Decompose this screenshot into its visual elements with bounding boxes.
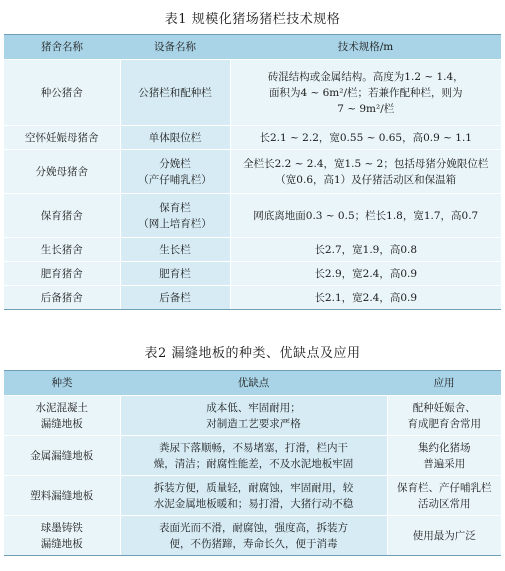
equipment-cell-line: （网上培育栏） — [138, 217, 212, 230]
barn-name-cell: 种公猪舍 — [4, 60, 120, 126]
table-row — [4, 396, 501, 436]
application-cell-line: 使用最为广泛 — [412, 529, 476, 542]
pros-cons-cell — [120, 476, 387, 516]
floor-kind-cell-line: 水泥混凝土 — [35, 401, 88, 414]
pros-cons-cell-line: 粪尿下落顺畅，不易堵塞，打滑，栏内干 — [159, 441, 348, 454]
header-kind: 种类 — [4, 371, 120, 396]
pros-cons-cell-line: 拆装方便，质量轻，耐腐蚀，牢固耐用，较 — [153, 481, 354, 494]
table2-caption: 表2 漏缝地板的种类、优缺点及应用 — [144, 346, 361, 361]
application-cell — [387, 476, 501, 516]
application-cell — [387, 396, 501, 436]
barn-name-cell: 空怀妊娠母猪舍 — [4, 126, 120, 150]
barn-name-cell: 生长猪舍 — [4, 238, 120, 262]
floor-kind-cell — [4, 436, 120, 476]
application-cell-line: 普遍采用 — [423, 457, 466, 470]
equipment-cell-line: （产仔哺乳栏） — [138, 173, 212, 186]
spec-cell-line: 长2.1，宽2.4，高0.9 — [314, 291, 418, 304]
equipment-cell-line: 后备栏 — [159, 291, 191, 304]
spec-cell — [230, 238, 501, 262]
table-row — [4, 150, 501, 194]
spec-cell-line: 长2.9，宽2.4，高0.9 — [314, 267, 418, 280]
header-application: 应用 — [387, 371, 501, 396]
header-equipment-name: 设备名称 — [120, 35, 230, 60]
pros-cons-cell-line: 表面光而不滑，耐腐蚀，强度高，拆装方 — [159, 521, 348, 534]
spec-cell — [230, 60, 501, 126]
application-cell-line: 配种妊娠舍、 — [412, 401, 476, 414]
pros-cons-cell-line: 燥，清洁；耐腐性能差，不及水泥地板牢固 — [153, 457, 354, 470]
pros-cons-cell — [120, 396, 387, 436]
floor-kind-cell-line: 漏缝地板 — [40, 537, 83, 550]
equipment-cell-line: 保育栏 — [159, 201, 191, 214]
equipment-cell — [120, 150, 230, 194]
application-cell — [387, 516, 501, 556]
floor-kind-cell-line: 球墨铸铁 — [40, 521, 83, 534]
pros-cons-cell-line: 成本低、牢固耐用； — [206, 401, 301, 414]
spec-cell-line: 面积为4 ~ 6m²/栏；若兼作配种栏，则为 — [268, 86, 463, 99]
equipment-cell — [120, 126, 230, 150]
pros-cons-cell-line: 便，不伤猪蹄，寿命长久，便于消毒 — [169, 537, 338, 550]
spec-cell — [230, 194, 501, 238]
equipment-cell-line: 单体限位栏 — [148, 131, 202, 144]
spec-cell — [230, 286, 501, 310]
floor-kind-cell-line: 塑料漏缝地板 — [30, 489, 94, 502]
barn-name-cell: 保育猪舍 — [4, 194, 120, 238]
table-row — [4, 476, 501, 516]
header-barn-name: 猪舍名称 — [4, 35, 120, 60]
header-pros-cons: 优缺点 — [120, 371, 387, 396]
spec-cell-line: 网底离地面0.3 ~ 0.5；栏长1.8，宽1.7，高0.7 — [253, 209, 479, 222]
spec-cell-line: 长2.1 ~ 2.2，宽0.55 ~ 0.65，高0.9 ~ 1.1 — [259, 131, 472, 144]
table-row — [4, 262, 501, 286]
equipment-cell — [120, 238, 230, 262]
application-cell-line: 集约化猪场 — [418, 441, 471, 454]
spec-cell-line: （宽0.6，高1）及仔猪活动区和保温箱 — [275, 173, 457, 186]
equipment-cell — [120, 286, 230, 310]
application-cell-line: 保育栏、产仔哺乳栏 — [397, 481, 492, 494]
table-row — [4, 286, 501, 310]
application-cell-line: 育成肥育舍常用 — [407, 417, 481, 430]
application-cell-line: 活动区常用 — [418, 497, 471, 510]
equipment-cell — [120, 60, 230, 126]
spec-cell-line: 7 ~ 9m²/栏 — [337, 102, 395, 115]
barn-name-cell: 后备猪舍 — [4, 286, 120, 310]
spec-cell-line: 砖混结构或金属结构。高度为1.2 ~ 1.4， — [267, 70, 464, 83]
barn-name-cell: 分娩母猪舍 — [4, 150, 120, 194]
floor-kind-cell-line: 金属漏缝地板 — [30, 449, 94, 462]
table1-caption: 表1 规模化猪场猪栏技术规格 — [164, 12, 341, 27]
barn-name-cell: 肥育猪舍 — [4, 262, 120, 286]
table-row — [4, 126, 501, 150]
spec-cell-line: 全栏长2.2 ~ 2.4，宽1.5 ~ 2；包括母猪分娩限位栏 — [243, 157, 489, 170]
floor-kind-cell-line: 漏缝地板 — [40, 417, 83, 430]
pros-cons-cell-line: 水泥金属地板暖和；易打滑，大猪行动不稳 — [153, 497, 354, 510]
equipment-cell-line: 分娩栏 — [159, 157, 191, 170]
pros-cons-cell-line: 对制造工艺要求严格 — [206, 417, 301, 430]
header-spec: 技术规格/m — [230, 35, 501, 60]
equipment-cell-line: 肥育栏 — [159, 267, 191, 280]
pros-cons-cell — [120, 436, 387, 476]
spec-cell — [230, 262, 501, 286]
floor-kind-cell — [4, 516, 120, 556]
pros-cons-cell — [120, 516, 387, 556]
equipment-cell — [120, 262, 230, 286]
spec-cell — [230, 150, 501, 194]
table-row — [4, 238, 501, 262]
floor-kind-cell — [4, 396, 120, 436]
pen-spec-table — [4, 34, 501, 310]
table-row — [4, 60, 501, 126]
application-cell — [387, 436, 501, 476]
equipment-cell — [120, 194, 230, 238]
slatted-floor-table — [4, 370, 501, 556]
equipment-cell-line: 生长栏 — [159, 243, 191, 256]
spec-cell-line: 长2.7，宽1.9，高0.8 — [314, 243, 418, 256]
spec-cell — [230, 126, 501, 150]
table-row — [4, 436, 501, 476]
table-row — [4, 516, 501, 556]
floor-kind-cell — [4, 476, 120, 516]
table-row — [4, 194, 501, 238]
equipment-cell-line: 公猪栏和配种栏 — [138, 86, 212, 99]
